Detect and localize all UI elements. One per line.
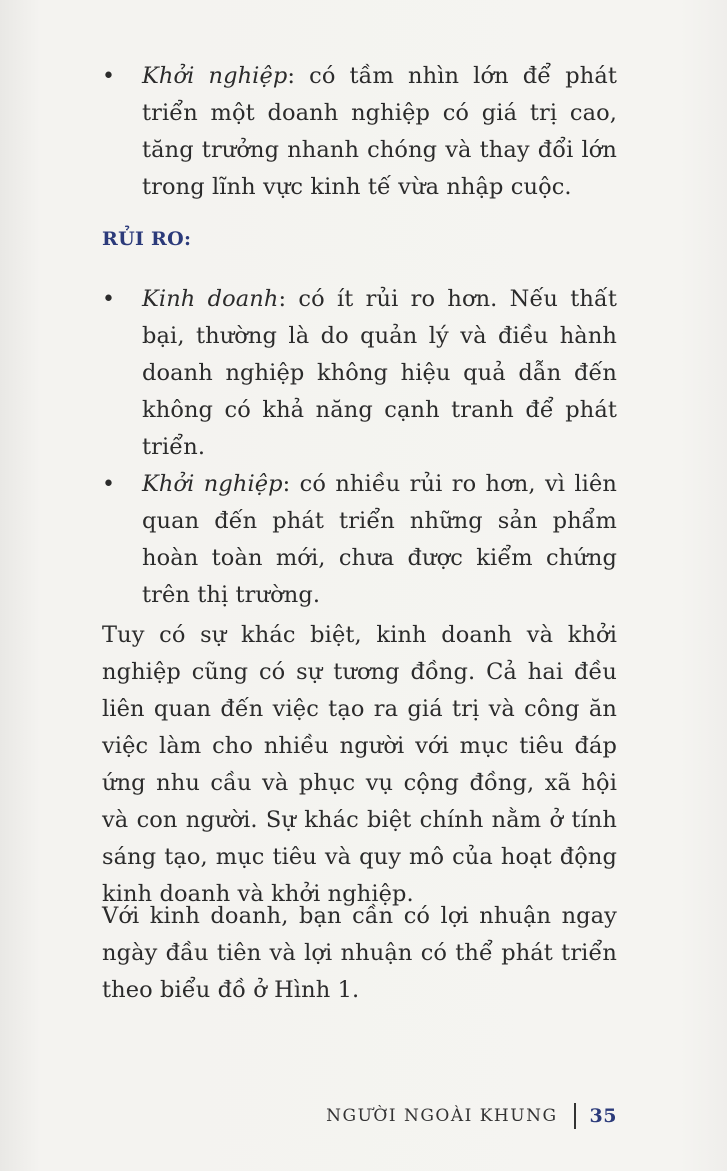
bullet-text: : có nhiều rủi ro hơn, vì liên quan đến phát triển những sản phẩm hoàn toàn mới, chưa được kiểm chứng trên thị trường. xyxy=(142,471,617,608)
risk-bullet-list xyxy=(102,281,617,614)
page-footer xyxy=(326,1103,617,1129)
section-heading-risk: RỦI RO: xyxy=(102,228,192,250)
bullet-term: Khởi nghiệp xyxy=(142,471,283,497)
body-paragraph-2 xyxy=(102,898,617,1009)
paragraph-text: Tuy có sự khác biệt, kinh doanh và khởi nghiệp cũng có sự tương đồng. Cả hai đều liên quan đến việc tạo ra giá trị và công ăn việc làm cho nhiều người với mục tiêu đáp ứng nhu cầu và phục vụ cộng đồng, xã hội và con người. Sự khác biệt chính nằm ở tính sáng tạo, mục tiêu và quy mô của hoạt động kinh doanh và khởi nghiệp. xyxy=(102,622,617,907)
top-bullet-list xyxy=(102,58,617,206)
bullet-text: : có ít rủi ro hơn. Nếu thất bại, thường là do quản lý và điều hành doanh nghiệp không hiệu quả dẫn đến không có khả năng cạnh tranh để phát triển. xyxy=(142,286,617,460)
bullet-text: : có tầm nhìn lớn để phát triển một doanh nghiệp có giá trị cao, tăng trưởng nhanh chóng và thay đổi lớn trong lĩnh vực kinh tế vừa nhập cuộc. xyxy=(142,63,617,200)
list-item xyxy=(102,466,617,614)
bullet-icon: • xyxy=(102,472,116,497)
footer-book-title: NGƯỜI NGOÀI KHUNG xyxy=(326,1106,558,1126)
bullet-icon: • xyxy=(102,287,116,312)
bullet-icon: • xyxy=(102,64,116,89)
page-number: 35 xyxy=(589,1105,617,1127)
list-item xyxy=(102,281,617,466)
paragraph-text: Với kinh doanh, bạn cần có lợi nhuận ngay ngày đầu tiên và lợi nhuận có thể phát triển theo biểu đồ ở Hình 1. xyxy=(102,903,617,1003)
footer-divider xyxy=(574,1103,576,1129)
body-paragraph-1 xyxy=(102,617,617,913)
bullet-term: Khởi nghiệp xyxy=(142,63,288,89)
list-item xyxy=(102,58,617,206)
bullet-term: Kinh doanh xyxy=(142,286,279,312)
